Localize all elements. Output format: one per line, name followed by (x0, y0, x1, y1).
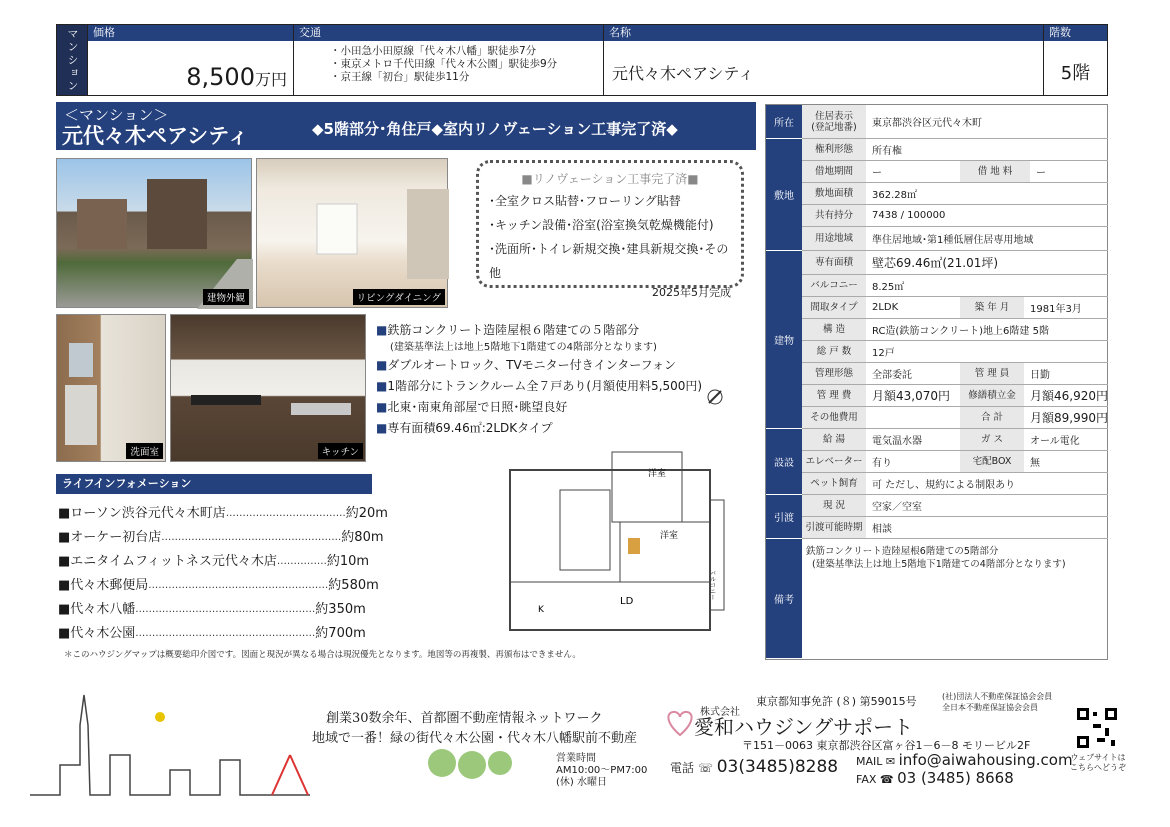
sink-icon (57, 315, 167, 463)
title-banner (56, 102, 756, 150)
renovation-item: ･洗面所･トイレ新規交換･建具新規交換･その他 (489, 242, 729, 280)
price-cell (87, 25, 293, 95)
website-note: ウェブサイトは こちらへどうぞ (1070, 753, 1126, 772)
washroom-caption: 洗面室 (126, 443, 163, 459)
section-remarks: 備考 (766, 539, 802, 659)
renovation-item: ･キッチン設備･浴室(浴室換気乾燥機能付) (489, 218, 714, 232)
property-name: 元代々木ペアシティ (612, 64, 755, 83)
feature-item: ■鉄筋コンクリート造陸屋根６階建ての５階部分 (376, 323, 640, 337)
access-line: ・京王線「初台」駅徒歩11分 (330, 71, 470, 83)
square-bullet-icon: ■ (376, 400, 388, 414)
fax-icon: ☎ (879, 773, 894, 786)
floor-plan (500, 440, 728, 636)
fax: FAX ☎ 03 (3485) 8668 (856, 769, 1014, 787)
floor-value: 5階 (1060, 63, 1091, 84)
access-label: 交通 (294, 25, 603, 41)
renovation-box (476, 160, 744, 299)
building-icon (57, 159, 253, 309)
renovation-item: ･全室クロス貼替･フローリング貼替 (489, 194, 681, 208)
banner-title: 元代々木ペアシティ (62, 124, 249, 148)
stove-icon (171, 315, 367, 463)
feature-note: (建築基準法上は地上5階地下1階建ての4階部分となります) (390, 342, 657, 353)
balcony-label: バルコニー (708, 570, 716, 600)
pipe-space-icon (628, 538, 640, 554)
living-caption: リビングダイニング (353, 289, 445, 305)
life-item: ■ローソン渋谷元代々木町店 ……………………………… 約20m (58, 506, 388, 521)
corp-type: 株式会社 (700, 707, 740, 718)
property-type: マンション (57, 25, 87, 95)
tree-icon (420, 745, 520, 785)
license: 東京都知事免許 (８) 第59015号 (756, 695, 917, 708)
exterior-caption: 建物外観 (203, 289, 249, 305)
access-cell (293, 25, 603, 95)
life-item: ■エニタイムフィットネス元代々木店 …………… 約10m (58, 554, 370, 569)
section-location: 所在 (766, 105, 802, 139)
room-label: K (538, 605, 544, 615)
phone: 電話 ☏ 03(3485)8288 (670, 757, 839, 777)
square-bullet-icon: ■ (376, 379, 388, 393)
company-address: 〒151－0063 東京都渋谷区富ヶ谷1－6－8 モリービル2F (742, 739, 1031, 752)
kitchen-photo (170, 314, 366, 462)
feature-item: ■北東･南東角部屋で日照･眺望良好 (376, 400, 568, 414)
feature-list (376, 320, 748, 439)
room-label: 洋室 (648, 469, 667, 479)
summary-header (56, 24, 1108, 96)
mail-icon: ✉ (885, 755, 896, 768)
banner-subtitle: ＜マンション＞ (64, 106, 169, 124)
feature-item: ■ダブルオートロック、TVモニター付きインターフォン (376, 358, 677, 372)
name-cell (603, 25, 1043, 95)
renovation-title: ■リノヴェーション工事完了済■ (521, 172, 699, 186)
price-value: 8,500 (186, 63, 255, 91)
name-label: 名称 (604, 25, 1043, 41)
phone-icon: ☏ (697, 761, 713, 775)
square-bullet-icon: ■ (376, 358, 388, 372)
room-label: 洋室 (660, 531, 679, 541)
feature-item: ■1階部分にトランクルーム全７戸あり(月額使用料5,500円) (376, 379, 703, 393)
floor-label: 階数 (1044, 25, 1107, 41)
life-info-title: ライフインフォメーション (56, 474, 372, 494)
washroom-photo (56, 314, 166, 462)
renovation-date: 2025年5月完成 (652, 286, 731, 299)
company-name: 愛和ハウジングサポート (694, 715, 914, 739)
heart-logo-icon (664, 707, 696, 737)
price-unit: 万円 (254, 70, 287, 89)
email: MAIL ✉ info@aiwahousing.com (856, 751, 1073, 769)
banner-catch: ◆5階部分･角住戸◆室内リノヴェーション工事完了済◆ (312, 120, 678, 138)
slogan-2: 地域で一番！緑の街代々木公園・代々木八幡駅前不動産 (312, 731, 638, 746)
associations: (社)団法人不動産保証協会会員 全日本不動産保証協会会員 (942, 692, 1053, 712)
floor-cell (1043, 25, 1107, 95)
slogan-1: 創業30数余年、首都圏不動産情報ネットワーク (326, 711, 603, 726)
map-disclaimer: ＊このハウジングマップは概要総印介図です。図面と現況が異なる場合は現況優先となります。地図等の再複製、再頒布はできません。 (64, 650, 581, 660)
life-item: ■代々木公園 ……………………………………………… 約700m (58, 626, 366, 641)
living-photo (256, 158, 448, 308)
window-icon (257, 159, 449, 309)
square-bullet-icon: ■ (376, 421, 388, 435)
section-building: 建物 (766, 251, 802, 429)
access-line: ・東京メトロ千代田線「代々木公園」駅徒歩9分 (330, 58, 558, 70)
price (88, 41, 293, 91)
feature-item: ■専有面積69.46㎡:2LDKタイプ (376, 421, 553, 435)
section-handover: 引渡 (766, 495, 802, 539)
exterior-photo (56, 158, 252, 308)
compass-icon (706, 388, 724, 406)
spec-table: 所在 住居表示 (登記地番) 東京都渋谷区元代々木町 敷地 権利形態 所有権 借地期間 ー 借 地 料 ー 敷地面積 362.28㎡ 共有持分 7438 / 100000 用途地域 準住居地域･第1種低層住居専用地域 建物 専有面積 壁芯69.46㎡(21.01坪) バルコニー 8.25㎡ 間取タイプ 2LDK 築 年 月 1981年3月 構 造 RC造(鉄筋コンクリート)地上6階建 5階 総 戸 数 12戸 管理形態 全部委託 管 理 員 日勤 管 理 費 月額43,070円 修繕積立金 月額46,920円 その他費用 合 計 月額89,990円 設設 給 湯 電気温水器 ガ ス オール電化 エレベーター 有り 宅配BOX 無 ペット飼育 可 ただし、規約による制限あり 引渡 現 況 空家／空室 引渡可能時期 相談 備考 鉄筋コンクリート造陸屋根6階建ての5階部分 (建築基準法上は地上5階地下1階建ての4階部分となります) (765, 104, 1108, 660)
square-bullet-icon: ■ (376, 323, 388, 337)
kitchen-caption: キッチン (318, 443, 363, 459)
business-hours: 営業時間 AM10:00～PM7:00 (休) 水曜日 (556, 753, 648, 788)
price-label: 価格 (88, 25, 293, 41)
section-land: 敷地 (766, 139, 802, 251)
life-item: ■オーケー初台店 ……………………………………………… 約80m (58, 530, 384, 545)
address-value: 東京都渋谷区元代々木町 (872, 118, 982, 129)
qr-code-icon[interactable] (1076, 707, 1118, 749)
life-item: ■代々木八幡 ……………………………………………… 約350m (58, 602, 366, 617)
access-line: ・小田急小田原線「代々木八幡」駅徒歩7分 (330, 45, 537, 57)
room-label: LD (620, 596, 634, 607)
section-facilities: 設設 (766, 429, 802, 495)
footer (0, 665, 1170, 827)
remarks-text: 鉄筋コンクリート造陸屋根6階建ての5階部分 (建築基準法上は地上5階地下1階建ての4階部分となります) (806, 546, 1066, 570)
life-item: ■代々木郵便局 ……………………………………………… 約580m (58, 578, 379, 593)
skyline-illustration (20, 685, 320, 803)
